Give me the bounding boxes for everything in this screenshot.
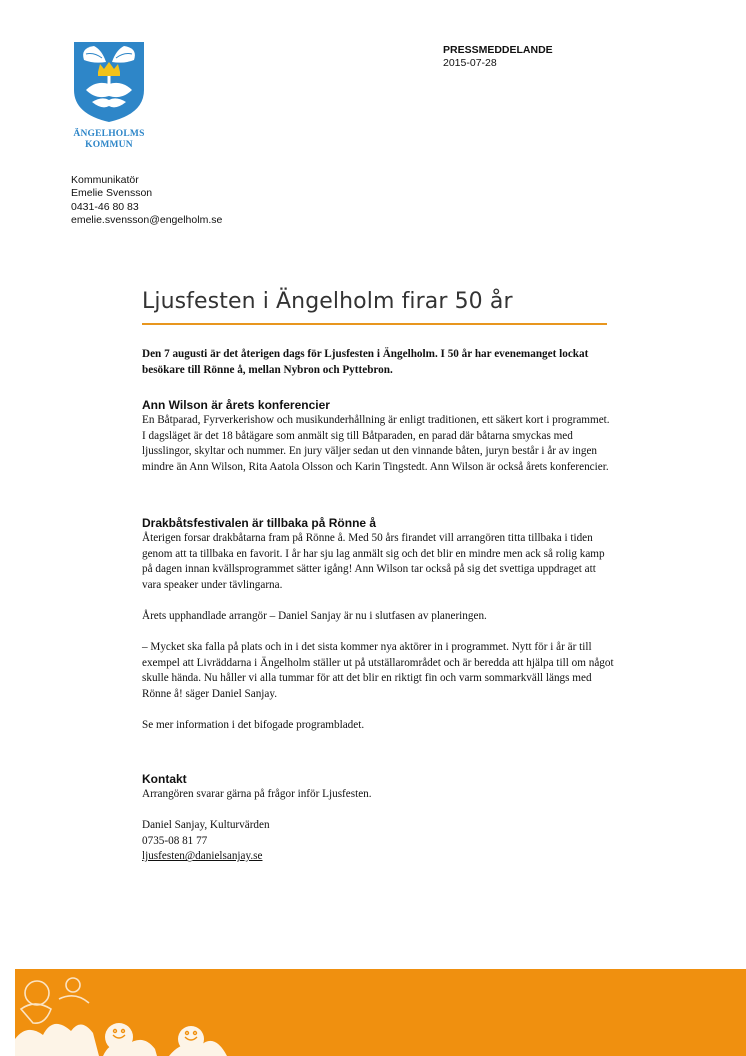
sender-role: Kommunikatör [71,174,139,186]
contact-heading: Kontakt [142,772,187,786]
lead-text: Den 7 augusti är det återigen dags för Ljusfesten i Ängelholm. I 50 år har evenemanget lockat besökare till Rönne å, mellan Nybron och Pyttebron. [142,348,589,376]
sender-contact [71,174,222,227]
footer-band [15,969,746,1056]
sender-email: emelie.svensson@engelholm.se [71,213,223,226]
title-underline [142,323,607,325]
section-drakbat [142,516,616,734]
section2-p1: Återigen forsar drakbåtarna fram på Rönne å. Med 50 års firandet vill arrangören titta tillbaka i tiden genom att ta tillbaka en favorit. I år har sju lag anmält sig och det blir en mindre men ack så rolig kamp på dagen innan kvällsprogrammet sätter igång! Ann Wilson tar också på sig det svettiga uppdraget att vara speaker under tävlingarna. [142,532,605,591]
section2-p4: Se mer information i det bifogade programbladet. [142,719,365,732]
section-contact [142,772,616,865]
sender-name: Emelie Svensson [71,187,153,200]
contact-name: Daniel Sanjay, Kulturvärden [142,819,270,832]
section2-heading: Drakbåtsfestivalen är tillbaka på Rönne å [142,516,377,530]
logo-line-2: KOMMUN [85,140,133,150]
section-ann-wilson [142,398,616,475]
section1-heading: Ann Wilson är årets konferencier [142,398,330,412]
logo-text [72,129,146,151]
press-header [443,44,553,69]
doc-type: PRESSMEDDELANDE [443,44,553,56]
section2-p2: Årets upphandlade arrangör – Daniel Sanjay är nu i slutfasen av planeringen. [142,609,487,622]
coat-of-arms-icon [72,40,146,124]
section2-p3: – Mycket ska falla på plats och in i det sista kommer nya aktörer in i programmet. Nytt för i år är till exempel att Livräddarna i Ängelholm ställer ut på utställarområdet och är beredda att hjälpa till om något skulle hända. Nu håller vi alla tummar för att det blir en riktigt fin och varm sommarkväll längs med Rönne å! säger Daniel Sanjay. [142,641,614,700]
doc-date: 2015-07-28 [443,56,497,69]
logo-line-1: ÄNGELHOLMS [73,129,145,139]
article-lead [142,347,612,378]
contact-intro: Arrangören svarar gärna på frågor inför Ljusfesten. [142,788,372,800]
article-title: Ljusfesten i Ängelholm firar 50 år [142,289,513,314]
municipality-logo [72,40,146,151]
sender-phone: 0431-46 80 83 [71,200,139,213]
section1-text: En Båtparad, Fyrverkerishow och musikunderhållning är enligt traditionen, ett säkert kort i programmet. I dagsläget är det 18 båtägare som anmält sig till Båtparaden, en parad där båtarna smyckas med ljusslingor, skyltar och nummer. En jury väljer sedan ut den vinnande båten, juryn består i år av ingen mindre än Ann Wilson, Rita Aatola Olsson och Karin Tingstedt. Ann Wilson är också årets konferencier. [142,414,610,473]
contact-phone: 0735-08 81 77 [142,834,208,847]
contact-email-link[interactable]: ljusfesten@danielsanjay.se [142,850,263,863]
angel-pattern-icon [15,969,275,1056]
